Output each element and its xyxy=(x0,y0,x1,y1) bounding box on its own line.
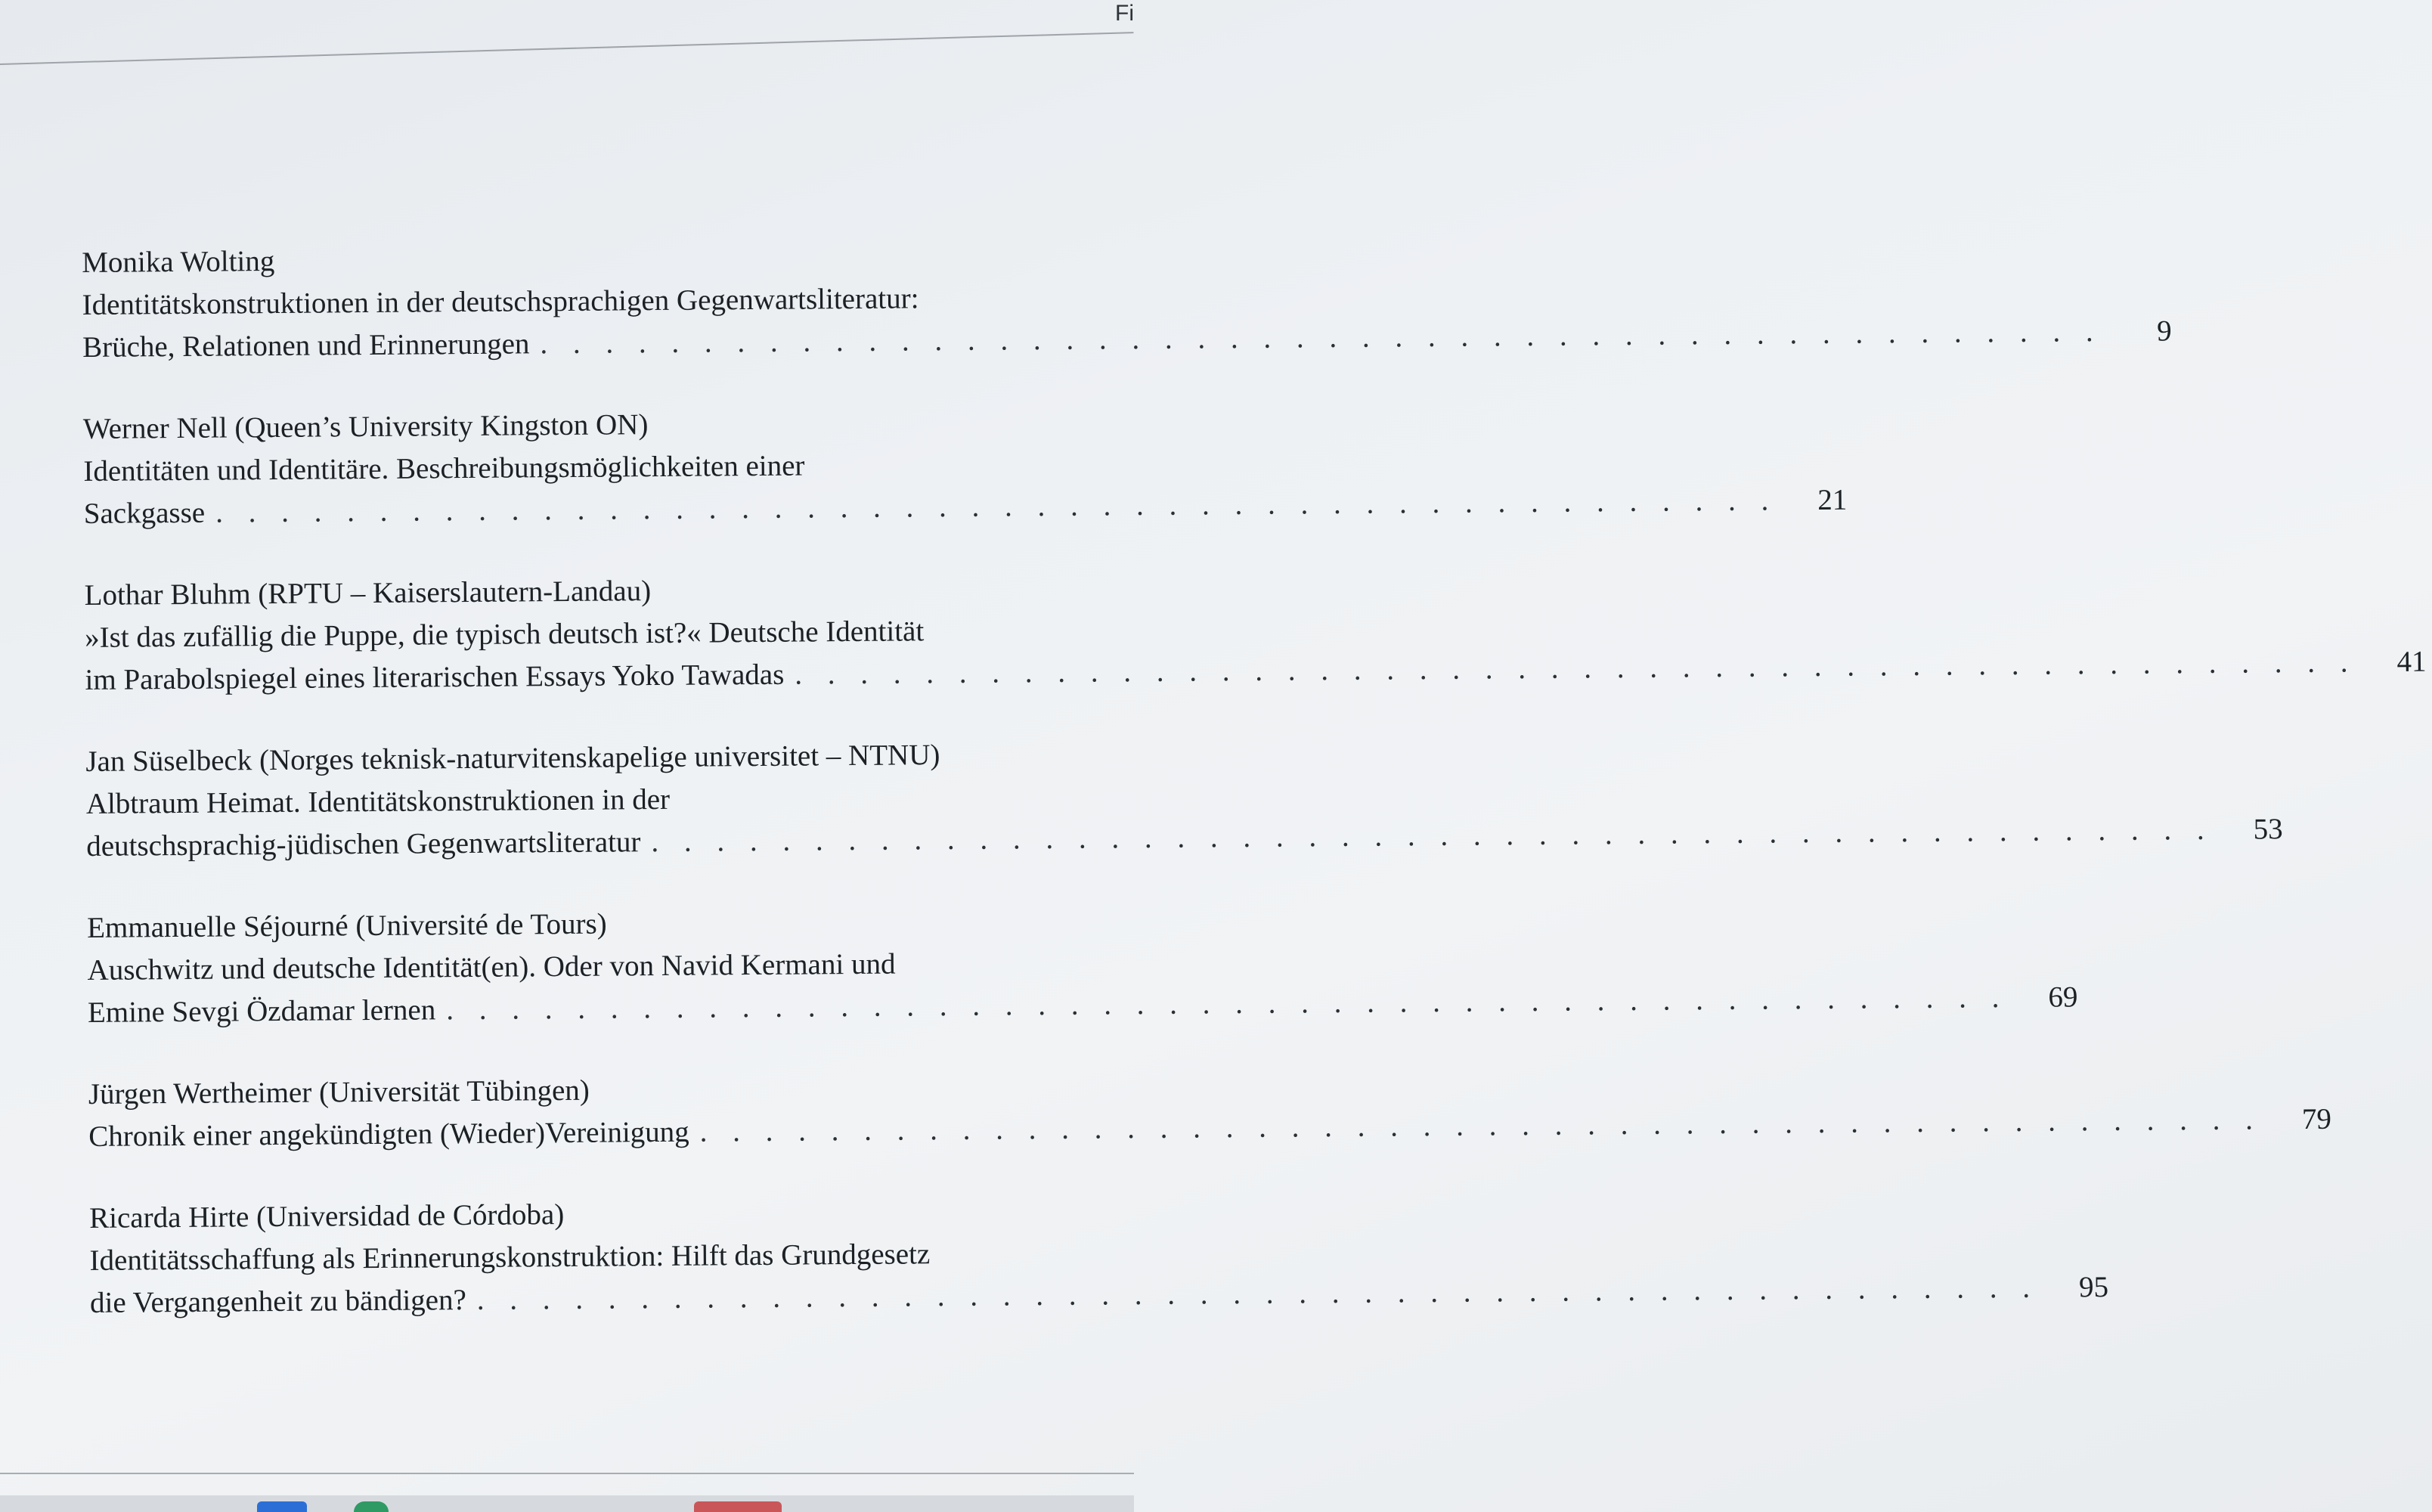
toc-title-text: Brüche, Relationen und Erinnerungen xyxy=(82,327,530,364)
dot-leader: . . . . . . . . . . . . . . . . . . . . . . . . . . . . . . . . . . . . . . . . . . . . . . . . xyxy=(215,484,1778,529)
toc-author: Werner Nell (Queen’s University Kingston ON) xyxy=(82,408,649,445)
toc-entry xyxy=(84,566,2427,702)
toc-title-line: Albtraum Heimat. Identitätskonstruktionen in der xyxy=(85,782,671,820)
toc-page-number: 79 xyxy=(2301,1102,2332,1136)
toc-title-text: Sackgasse xyxy=(83,496,206,530)
toc-page-number: 69 xyxy=(2048,981,2078,1014)
bottom-edge-line xyxy=(0,1473,1134,1474)
toc-entry xyxy=(85,733,2283,868)
toc-entry xyxy=(86,899,2078,1034)
toc-author: Jan Süselbeck (Norges teknisk-naturvitenskapelige universitet – NTNU) xyxy=(85,739,940,778)
toc-page-number: 41 xyxy=(2396,645,2427,678)
toc-title-line: »Ist das zufällig die Puppe, die typisch deutsch ist?« Deutsche Identität xyxy=(84,615,925,654)
dot-leader: . . . . . . . . . . . . . . . . . . . . . . . . . . . . . . . . . . . . . . . . . . . . . . . . xyxy=(651,813,2214,859)
toc-author: Lothar Bluhm (RPTU – Kaiserslautern-Landau) xyxy=(84,575,652,612)
taskbar-app-icon[interactable] xyxy=(354,1501,389,1512)
toc-author: Monika Wolting xyxy=(82,244,275,279)
toc-title-text: die Vergangenheit zu bändigen? xyxy=(89,1284,466,1319)
taskbar-app-icon[interactable] xyxy=(257,1501,307,1512)
dot-leader: . . . . . . . . . . . . . . . . . . . . . . . . . . . . . . . . . . . . . . . . . . . . . . . . xyxy=(699,1103,2263,1148)
toc-title-text: Chronik einer angekündigten (Wieder)Vereinigung xyxy=(88,1115,689,1153)
toc-entry xyxy=(82,234,2172,369)
dot-leader: . . . . . . . . . . . . . . . . . . . . . . . . . . . . . . . . . . . . . . . . . . . . . . . . xyxy=(795,646,2357,691)
taskbar xyxy=(0,1495,1134,1512)
toc-title-text: im Parabolspiegel eines literarischen Essays Yoko Tawadas xyxy=(85,658,785,696)
table-of-contents xyxy=(82,234,2427,1364)
toc-title-line: Auschwitz und deutsche Identität(en). Oder von Navid Kermani und xyxy=(87,947,896,987)
toc-author: Jürgen Wertheimer (Universität Tübingen) xyxy=(88,1074,590,1111)
toc-author: Ricarda Hirte (Universidad de Córdoba) xyxy=(88,1198,565,1235)
toc-title-line: Identitätsschaffung als Erinnerungskonstruktion: Hilft das Grundgesetz xyxy=(89,1238,931,1277)
toc-title-last-line xyxy=(85,645,2427,702)
toc-title-text: deutschsprachig-jüdischen Gegenwartsliteratur xyxy=(86,826,641,863)
toc-title-text: Emine Sevgi Özdamar lernen xyxy=(87,993,436,1029)
dot-leader: . . . . . . . . . . . . . . . . . . . . . . . . . . . . . . . . . . . . . . . . . . . . . . . . xyxy=(476,1271,2040,1316)
corner-text: Fi xyxy=(1115,1,1134,26)
toc-author: Emmanuelle Séjourné (Université de Tours) xyxy=(86,907,607,944)
dot-leader: . . . . . . . . . . . . . . . . . . . . . . . . . . . . . . . . . . . . . . . . . . . . . . . . xyxy=(446,981,2009,1027)
toc-entry xyxy=(88,1065,2332,1158)
toc-title-line: Identitäten und Identitäre. Beschreibungsmöglichkeiten einer xyxy=(83,449,805,488)
toc-title-last-line xyxy=(89,1270,2109,1325)
toc-page-number: 9 xyxy=(2156,314,2172,348)
toc-title-last-line xyxy=(87,981,2078,1034)
toc-entry xyxy=(82,400,1848,535)
toc-title-last-line xyxy=(88,1102,2332,1158)
toc-entry xyxy=(88,1189,2109,1325)
dot-leader: . . . . . . . . . . . . . . . . . . . . . . . . . . . . . . . . . . . . . . . . . . . . . . . . xyxy=(540,315,2102,361)
toc-page-number: 53 xyxy=(2253,813,2283,846)
toc-title-last-line xyxy=(86,813,2283,868)
toc-title-last-line xyxy=(83,483,1848,535)
taskbar-app-icon[interactable] xyxy=(694,1501,782,1512)
toc-page-number: 95 xyxy=(2078,1270,2109,1304)
top-edge-line xyxy=(0,32,1133,65)
toc-page-number: 21 xyxy=(1817,483,1848,516)
toc-title-line: Identitätskonstruktionen in der deutschsprachigen Gegenwartsliteratur: xyxy=(82,282,919,321)
toc-title-last-line xyxy=(82,314,2172,369)
